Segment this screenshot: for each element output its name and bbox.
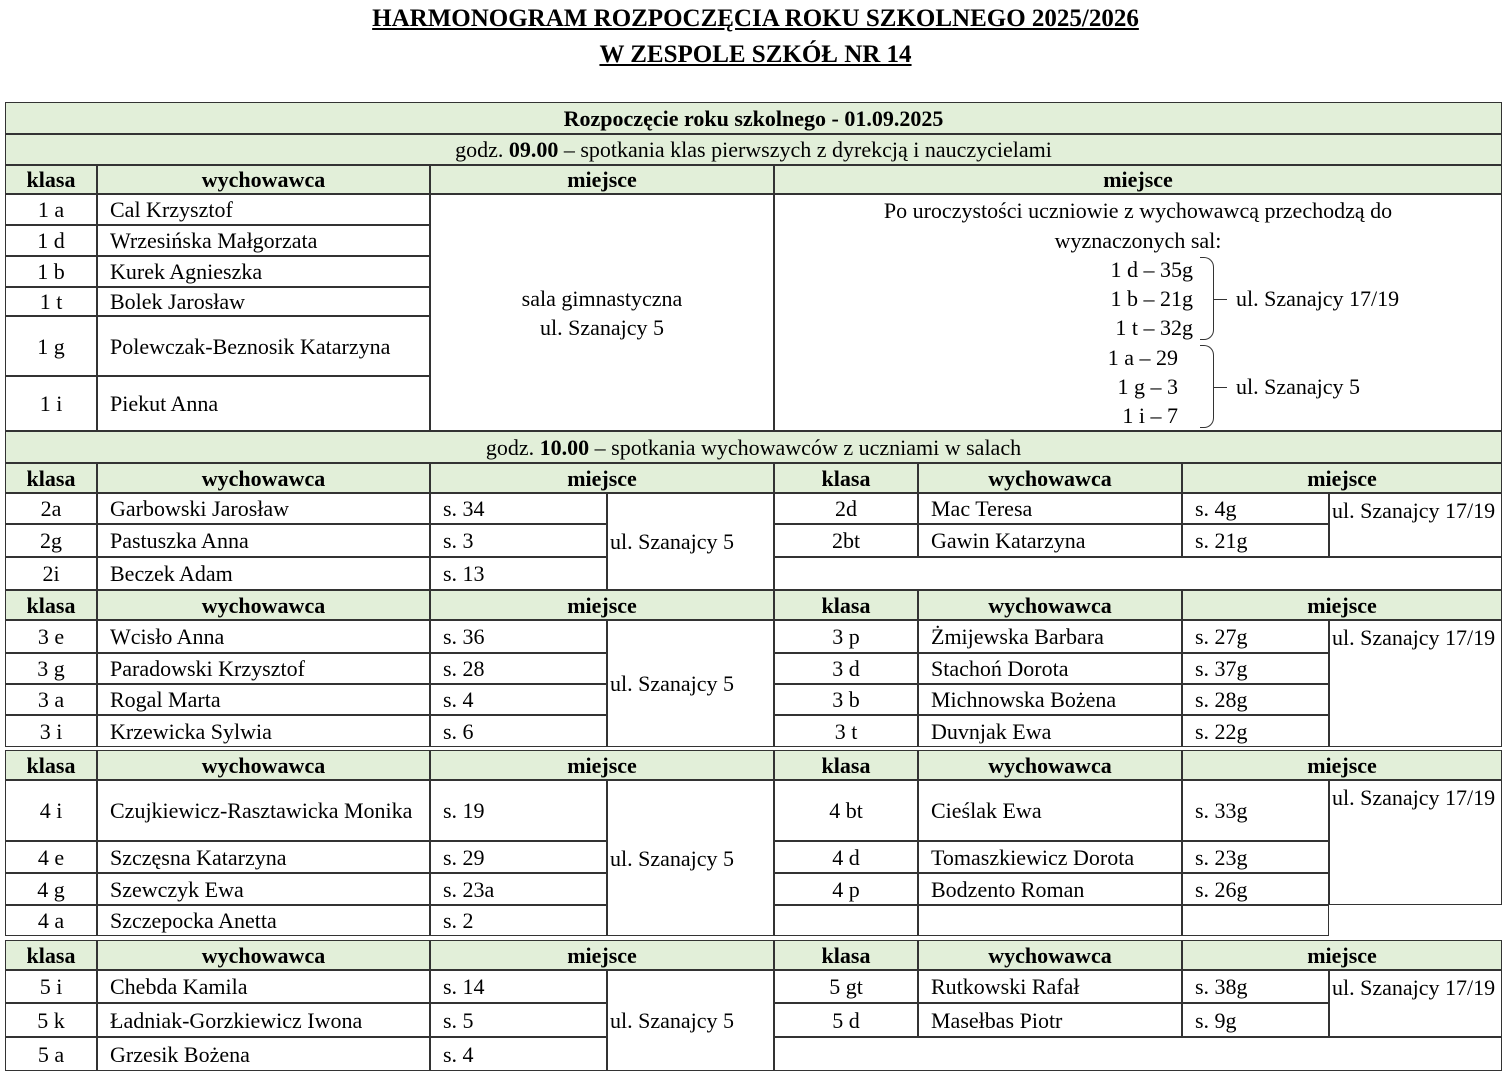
table-cell-klasa: 3 g — [5, 653, 97, 684]
table-cell-sala: s. 3 — [430, 524, 607, 557]
table-cell-klasa: 4 i — [5, 780, 97, 841]
table-cell-sala: s. 14 — [430, 970, 607, 1003]
table-cell-sala: s. 33g — [1182, 780, 1329, 841]
table-cell-wychowawca: Rogal Marta — [97, 684, 430, 715]
header-miejsce: miejsce — [430, 463, 774, 493]
table-cell-wychowawca: Ładniak-Gorzkiewicz Iwona — [97, 1003, 430, 1037]
header-wychowawca: wychowawca — [97, 940, 430, 970]
header-miejsce: miejsce — [774, 165, 1502, 194]
slot2-row — [5, 431, 1502, 463]
table-cell-sala: s. 5 — [430, 1003, 607, 1037]
table-cell-sala: s. 28g — [1182, 684, 1329, 715]
header-miejsce: miejsce — [1182, 750, 1502, 780]
table-cell-klasa: 1 d — [5, 225, 97, 256]
room-assignment: 1 g – 3 — [1117, 374, 1178, 399]
table-cell-wychowawca: Chebda Kamila — [97, 970, 430, 1003]
table-cell-klasa: 5 a — [5, 1037, 97, 1071]
table-cell-sala: s. 27g — [1182, 620, 1329, 653]
header-klasa: klasa — [5, 165, 97, 194]
table-cell-klasa: 3 b — [774, 684, 918, 715]
table-cell-wychowawca: Szczęsna Katarzyna — [97, 841, 430, 873]
room-assignment: 1 i – 7 — [1122, 403, 1178, 428]
table-cell-sala: s. 36 — [430, 620, 607, 653]
slot1-time: 09.00 — [508, 137, 559, 162]
slot1-place — [430, 194, 774, 431]
table-cell-wychowawca: Paradowski Krzysztof — [97, 653, 430, 684]
header-wychowawca: wychowawca — [97, 590, 430, 620]
header-wychowawca: wychowawca — [918, 750, 1182, 780]
table-cell-sala: s. 2 — [430, 905, 607, 936]
header-miejsce: miejsce — [1182, 590, 1502, 620]
table-cell-sala: s. 13 — [430, 557, 607, 590]
table-cell-sala: s. 28 — [430, 653, 607, 684]
table-cell-sala: s. 9g — [1182, 1003, 1329, 1037]
table-cell-wychowawca: Tomaszkiewicz Dorota — [918, 841, 1182, 873]
table-cell-wychowawca: Cieślak Ewa — [918, 780, 1182, 841]
table-cell-klasa: 2a — [5, 493, 97, 524]
group-address: ul. Szanajcy 17/19 — [1236, 286, 1400, 311]
address-cell: ul. Szanajcy 5 — [607, 620, 774, 747]
opening-banner: Rozpoczęcie roku szkolnego - 01.09.2025 — [5, 102, 1502, 134]
table-cell-sala: s. 23g — [1182, 841, 1329, 873]
address-cell: ul. Szanajcy 17/19 — [1329, 780, 1502, 905]
header-wychowawca: wychowawca — [918, 590, 1182, 620]
group-address: ul. Szanajcy 5 — [1236, 374, 1361, 399]
table-cell-klasa: 5 gt — [774, 970, 918, 1003]
table-cell-wychowawca: Czujkiewicz-Rasztawicka Monika — [97, 780, 430, 841]
table-cell-klasa: 4 p — [774, 873, 918, 905]
header-miejsce: miejsce — [1182, 463, 1502, 493]
table-cell-wychowawca: Garbowski Jarosław — [97, 493, 430, 524]
table-cell-sala: s. 21g — [1182, 524, 1329, 557]
table-cell-klasa: 5 k — [5, 1003, 97, 1037]
empty-cell — [1182, 905, 1329, 936]
table-cell-klasa: 2i — [5, 557, 97, 590]
slot1-prefix: godz. — [455, 137, 509, 162]
table-cell-klasa: 4 d — [774, 841, 918, 873]
header-miejsce: miejsce — [430, 590, 774, 620]
header-klasa: klasa — [5, 590, 97, 620]
table-cell-wychowawca: Michnowska Bożena — [918, 684, 1182, 715]
table-cell-klasa: 2g — [5, 524, 97, 557]
table-cell-sala: s. 19 — [430, 780, 607, 841]
table-cell-wychowawca: Kurek Agnieszka — [97, 256, 430, 287]
header-wychowawca: wychowawca — [918, 940, 1182, 970]
address-cell: ul. Szanajcy 5 — [607, 970, 774, 1071]
table-cell-wychowawca: Cal Krzysztof — [97, 194, 430, 225]
table-cell-wychowawca: Stachoń Dorota — [918, 653, 1182, 684]
table-cell-sala: s. 38g — [1182, 970, 1329, 1003]
room-assignment: 1 b – 21g — [1110, 286, 1193, 311]
brace-icon — [1200, 345, 1214, 428]
table-cell-sala: s. 22g — [1182, 715, 1329, 747]
table-cell-sala: s. 4g — [1182, 493, 1329, 524]
slot2-prefix: godz. — [485, 434, 540, 460]
table-cell-klasa: 5 i — [5, 970, 97, 1003]
table-cell-klasa: 2d — [774, 493, 918, 524]
table-cell-sala: s. 26g — [1182, 873, 1329, 905]
table-cell-klasa: 4 a — [5, 905, 97, 936]
table-cell-wychowawca: Wrzesińska Małgorzata — [97, 225, 430, 256]
table-cell-sala: s. 4 — [430, 1037, 607, 1071]
table-cell-wychowawca: Wcisło Anna — [97, 620, 430, 653]
table-cell-sala: s. 37g — [1182, 653, 1329, 684]
empty-area — [774, 1037, 1502, 1071]
header-wychowawca: wychowawca — [97, 750, 430, 780]
slot1-place-line2: ul. Szanajcy 5 — [539, 314, 665, 340]
address-cell: ul. Szanajcy 17/19 — [1329, 970, 1502, 1037]
slot2-time: 10.00 — [539, 434, 590, 460]
address-cell: ul. Szanajcy 5 — [607, 493, 774, 590]
table-cell-klasa: 4 bt — [774, 780, 918, 841]
header-miejsce: miejsce — [430, 750, 774, 780]
header-klasa: klasa — [5, 940, 97, 970]
table-cell-klasa: 3 t — [774, 715, 918, 747]
slot1-place-line1: sala gimnastyczna — [521, 285, 683, 311]
table-cell-klasa: 1 i — [5, 376, 97, 431]
header-miejsce: miejsce — [430, 940, 774, 970]
slot1-note-line2: wyznaczonych sal: — [1054, 228, 1222, 253]
document-title-line1: HARMONOGRAM ROZPOCZĘCIA ROKU SZKOLNEGO 2025/2026 — [372, 5, 1139, 32]
slot2-suffix: – spotkania wychowawców z uczniami w salach — [589, 434, 1022, 460]
table-cell-klasa: 3 a — [5, 684, 97, 715]
table-cell-wychowawca: Duvnjak Ewa — [918, 715, 1182, 747]
table-cell-klasa: 3 e — [5, 620, 97, 653]
address-cell: ul. Szanajcy 17/19 — [1329, 620, 1502, 747]
empty-cell — [774, 905, 918, 936]
header-wychowawca: wychowawca — [918, 463, 1182, 493]
header-miejsce: miejsce — [1182, 940, 1502, 970]
table-cell-sala: s. 6 — [430, 715, 607, 747]
table-cell-klasa: 3 i — [5, 715, 97, 747]
header-klasa: klasa — [774, 463, 918, 493]
table-cell-wychowawca: Gawin Katarzyna — [918, 524, 1182, 557]
table-cell-sala: s. 23a — [430, 873, 607, 905]
table-cell-sala: s. 4 — [430, 684, 607, 715]
table-cell-wychowawca: Krzewicka Sylwia — [97, 715, 430, 747]
table-cell-klasa: 1 b — [5, 256, 97, 287]
table-cell-wychowawca: Piekut Anna — [97, 376, 430, 431]
table-cell-klasa: 3 d — [774, 653, 918, 684]
header-wychowawca: wychowawca — [97, 165, 430, 194]
header-klasa: klasa — [774, 750, 918, 780]
header-klasa: klasa — [5, 463, 97, 493]
document-title-line2: W ZESPOLE SZKÓŁ NR 14 — [599, 41, 912, 68]
room-assignment: 1 d – 35g — [1110, 257, 1193, 282]
table-cell-klasa: 2bt — [774, 524, 918, 557]
table-cell-sala: s. 29 — [430, 841, 607, 873]
header-wychowawca: wychowawca — [97, 463, 430, 493]
table-cell-wychowawca: Szewczyk Ewa — [97, 873, 430, 905]
table-cell-wychowawca: Bolek Jarosław — [97, 287, 430, 316]
slot1-suffix: – spotkania klas pierwszych z dyrekcją i nauczycielami — [558, 137, 1052, 162]
address-cell: ul. Szanajcy 17/19 — [1329, 493, 1502, 557]
table-cell-wychowawca: Grzesik Bożena — [97, 1037, 430, 1071]
header-miejsce: miejsce — [430, 165, 774, 194]
room-assignment: 1 a – 29 — [1107, 345, 1178, 370]
table-cell-klasa: 3 p — [774, 620, 918, 653]
table-cell-klasa: 4 g — [5, 873, 97, 905]
table-cell-klasa: 5 d — [774, 1003, 918, 1037]
table-cell-wychowawca: Beczek Adam — [97, 557, 430, 590]
room-assignment: 1 t – 32g — [1115, 315, 1193, 340]
brace-icon — [1200, 257, 1214, 340]
empty-area — [774, 557, 1502, 590]
table-cell-wychowawca: Mac Teresa — [918, 493, 1182, 524]
header-klasa: klasa — [774, 940, 918, 970]
table-cell-klasa: 1 g — [5, 316, 97, 376]
header-klasa: klasa — [774, 590, 918, 620]
header-klasa: klasa — [5, 750, 97, 780]
table-cell-klasa: 4 e — [5, 841, 97, 873]
table-cell-wychowawca: Żmijewska Barbara — [918, 620, 1182, 653]
table-cell-klasa: 1 a — [5, 194, 97, 225]
table-cell-wychowawca: Rutkowski Rafał — [918, 970, 1182, 1003]
table-cell-wychowawca: Polewczak-Beznosik Katarzyna — [97, 316, 430, 376]
table-cell-wychowawca: Masełbas Piotr — [918, 1003, 1182, 1037]
table-cell-wychowawca: Szczepocka Anetta — [97, 905, 430, 936]
empty-cell — [918, 905, 1182, 936]
address-cell: ul. Szanajcy 5 — [607, 780, 774, 936]
table-cell-wychowawca: Pastuszka Anna — [97, 524, 430, 557]
table-cell-wychowawca: Bodzento Roman — [918, 873, 1182, 905]
slot1-row — [5, 134, 1502, 165]
slot1-note-line1: Po uroczystości uczniowie z wychowawcą przechodzą do — [883, 198, 1393, 223]
table-cell-sala: s. 34 — [430, 493, 607, 524]
table-cell-klasa: 1 t — [5, 287, 97, 316]
